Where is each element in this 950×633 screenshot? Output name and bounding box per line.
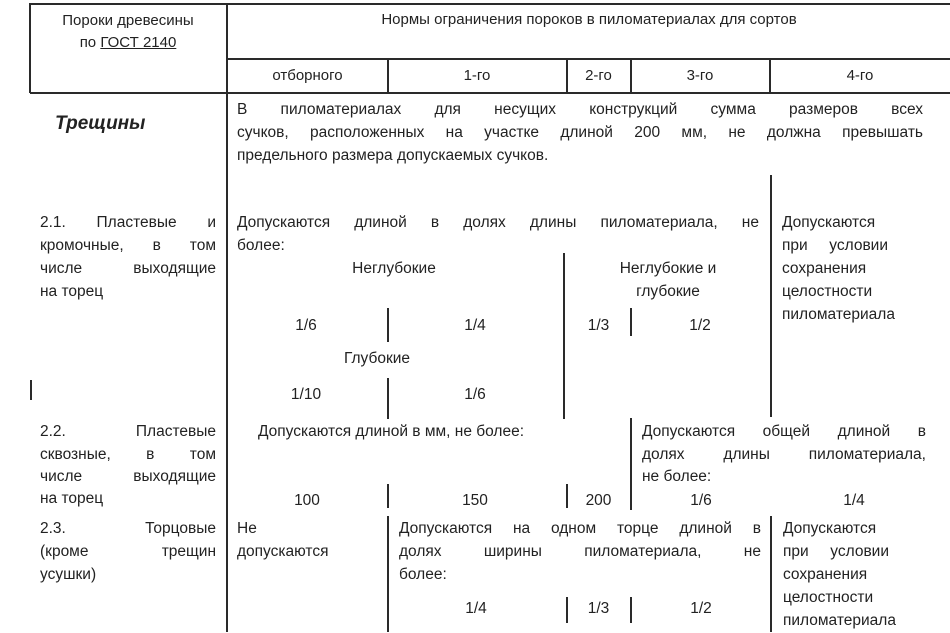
row21-grade4-line4: целостности (782, 283, 873, 300)
row22-value-2: 200 (585, 492, 612, 509)
header-defects-prefix: по (79, 34, 101, 51)
row23-value-1: 1/4 (465, 600, 487, 617)
row22-allowed-total-line2: долях длины пиломатериала, (642, 446, 926, 463)
row21-shallow-value-select: 1/6 (295, 317, 317, 334)
grade-select: отборного (272, 67, 343, 84)
row23-grade4-line5: пиломатериала (783, 612, 896, 629)
row21-grade4-line3: сохранения (782, 260, 867, 277)
row23-grade4-line4: целостности (783, 589, 874, 606)
row22-sep-1go (387, 484, 389, 508)
row22-value-select: 100 (294, 492, 320, 509)
row23-grade4-line3: сохранения (783, 566, 868, 583)
header-defects-line1: Пороки древесины (62, 12, 194, 29)
row21-allowed-line2: более: (237, 237, 285, 254)
row21-shallow-value-3: 1/2 (689, 317, 711, 334)
row23-grade4-line2: при условии (783, 543, 889, 560)
row21-grade4-line1: Допускаются (782, 214, 876, 231)
table-border-top (30, 3, 950, 5)
row22-value-3: 1/6 (690, 492, 712, 509)
row23-allowed-line2: долях ширины пиломатериала, не (399, 543, 761, 560)
row23-value-3: 1/2 (690, 600, 712, 617)
row21-label-line4: на торец (40, 283, 104, 300)
row21-label-line3: числе выходящие (40, 260, 216, 277)
row21-shallow-value-1: 1/4 (464, 317, 486, 334)
row22-value-1: 150 (462, 492, 488, 509)
row21-deep-value-select: 1/10 (290, 386, 322, 403)
row21-grade4-line2: при условии (782, 237, 888, 254)
row23-grade4-line1: Допускаются (783, 520, 877, 537)
row21-allowed-line1: Допускаются длиной в долях длины пиломатериала, не (237, 214, 759, 231)
row21-grade4-line5: пиломатериала (782, 306, 895, 323)
gost-link[interactable]: ГОСТ 2140 (100, 34, 177, 51)
row21-shallow-deep-line2: глубокие (636, 283, 700, 300)
row22-sep-3go (630, 418, 632, 510)
row22-allowed-mm: Допускаются длиной в мм, не более: (258, 423, 525, 440)
row23-label-line3: усушки) (40, 566, 97, 583)
row23-sep-1go (387, 516, 389, 632)
row23-label-line1: 2.3. Торцовые (40, 520, 216, 537)
row21-shallow: Неглубокие (352, 260, 436, 277)
row21-label-line2: кромочные, в том (40, 237, 216, 254)
row21-sep-1go-a (387, 308, 389, 342)
grade4-separator (770, 175, 772, 417)
row23-not-allowed-line1: Не (237, 520, 257, 537)
row21-deep: Глубокие (343, 350, 411, 367)
row21-shallow-value-2: 1/3 (587, 317, 610, 334)
row23-label-line2: (кроме трещин (40, 543, 216, 560)
header-grades-line (226, 58, 950, 60)
row21-label-line1: 2.1. Пластевые и (40, 214, 216, 231)
row22-allowed-total-line1: Допускаются общей длиной в (642, 423, 926, 440)
grade-1: 1-го (463, 67, 491, 84)
row23-sep-3go (630, 597, 632, 623)
row21-sep-2go (563, 253, 565, 419)
cracks-intro-line3: предельного размера допускаемых сучков. (237, 147, 549, 164)
row21-shallow-deep-line1: Неглубокие и (619, 260, 717, 277)
row22-allowed-total-line3: не более: (642, 468, 712, 485)
grade-2: 2-го (585, 67, 612, 84)
row23-allowed-line3: более: (399, 566, 447, 583)
row22-value-4: 1/4 (843, 492, 865, 509)
header-defects-cell (30, 10, 226, 54)
grade-3: 3-го (686, 67, 714, 84)
header-defects-line2 (30, 32, 226, 54)
row23-sep-4go (770, 516, 772, 632)
row22-label-line2: сквозные, в том (40, 446, 216, 463)
header-main-title: Нормы ограничения пороков в пиломатериалах для сортов (381, 11, 797, 28)
header-divider-v (226, 3, 228, 632)
row22-label-line1: 2.2. Пластевые (40, 423, 216, 440)
row21-deep-value-1: 1/6 (464, 386, 486, 403)
row23-allowed-line1: Допускаются на одном торце длиной в (399, 520, 761, 537)
row22-label-line4: на торец (40, 490, 104, 507)
row21-sep-1go-b (387, 378, 389, 419)
row23-not-allowed-line2: допускаются (237, 543, 329, 560)
cracks-intro-line2: сучков, расположенных на участке длиной 200 мм, не должна превышать (237, 124, 923, 141)
cracks-intro-line1: В пиломатериалах для несущих конструкций сумма размеров всех (237, 101, 923, 118)
row23-value-2: 1/3 (587, 600, 610, 617)
cracks-title: Трещины (55, 113, 146, 134)
grade-4: 4-го (846, 67, 874, 84)
left-edge-tick (30, 380, 32, 400)
row22-label-line3: числе выходящие (40, 468, 216, 485)
header-bottom-line (30, 92, 950, 94)
row21-sep-3go (630, 308, 632, 336)
